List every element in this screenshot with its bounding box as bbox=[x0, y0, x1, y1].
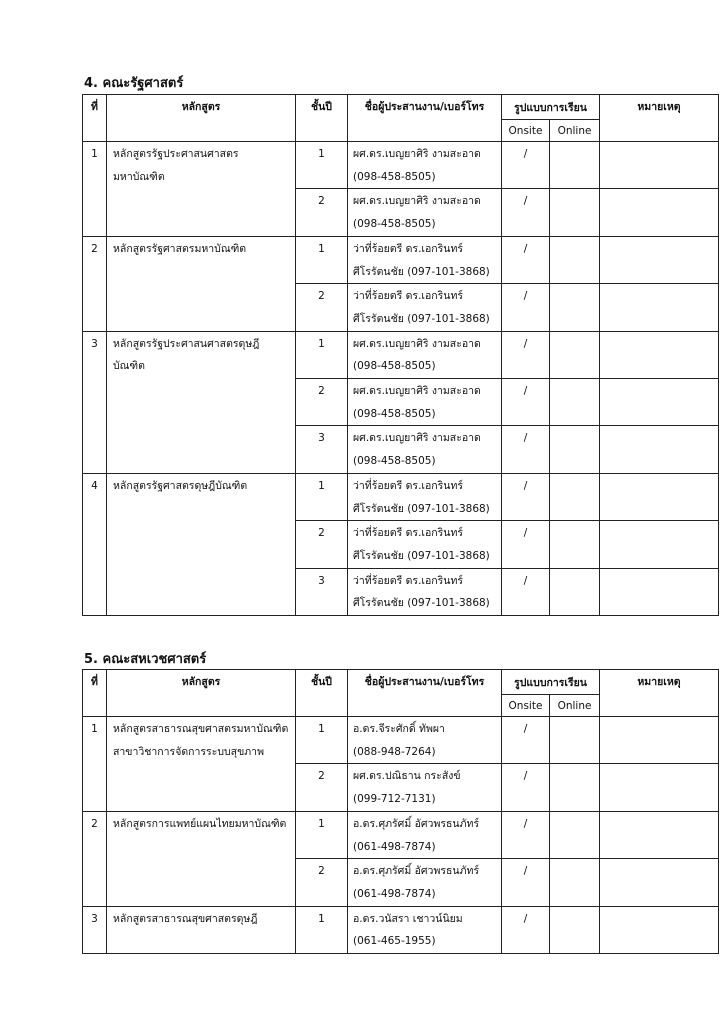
contact-phone: (098-458-8505) bbox=[353, 218, 436, 231]
table-row bbox=[83, 906, 719, 953]
course-number: 3 bbox=[83, 331, 107, 473]
contact-cell bbox=[348, 906, 502, 953]
table-row bbox=[83, 473, 719, 520]
note-cell bbox=[600, 142, 719, 189]
note-cell bbox=[600, 764, 719, 811]
onsite-cell: / bbox=[502, 426, 550, 473]
header-no: ที่ bbox=[83, 95, 107, 142]
contact-phone: (098-458-8505) bbox=[353, 170, 436, 183]
contact-name: ผศ.ดร.เบญยาศิริ งามสะอาด bbox=[353, 195, 481, 208]
section-title: 5. คณะสหเวชศาสตร์ bbox=[84, 652, 207, 667]
contact-cell bbox=[348, 284, 502, 331]
online-cell bbox=[550, 568, 600, 615]
contact-name: ว่าที่ร้อยตรี ดร.เอกรินทร์ bbox=[353, 242, 464, 255]
course-name-line: บัณฑิต bbox=[113, 360, 145, 373]
year-cell: 1 bbox=[296, 236, 348, 283]
contact-name: ว่าที่ร้อยตรี ดร.เอกรินทร์ bbox=[353, 479, 464, 492]
year-cell: 1 bbox=[296, 906, 348, 953]
course-number: 1 bbox=[83, 142, 107, 237]
table-row bbox=[83, 717, 719, 764]
contact-name: อ.ดร.วนัสรา เชาวน์นิยม bbox=[353, 912, 463, 925]
online-cell bbox=[550, 811, 600, 858]
contact-name: อ.ดร.ศุภรัศมิ์ อัศวพรธนภัทร์ bbox=[353, 865, 480, 878]
contact-phone: (098-458-8505) bbox=[353, 360, 436, 373]
note-cell bbox=[600, 473, 719, 520]
contact-phone: ศีโรรัตนชัย (097-101-3868) bbox=[353, 312, 490, 325]
header-course: หลักสูตร bbox=[107, 670, 296, 717]
contact-cell bbox=[348, 236, 502, 283]
contact-cell bbox=[348, 521, 502, 568]
onsite-cell: / bbox=[502, 284, 550, 331]
course-name-line: หลักสูตรการแพทย์แผนไทยมหาบัณฑิต bbox=[113, 817, 287, 830]
course-name-line: หลักสูตรสาธารณสุขศาสตรดุษฎี bbox=[113, 912, 258, 925]
contact-name: อ.ดร.จีระศักดิ์ ทัพผา bbox=[353, 723, 445, 735]
note-cell bbox=[600, 379, 719, 426]
online-cell bbox=[550, 142, 600, 189]
header-year: ชั้นปี bbox=[296, 95, 348, 142]
course-number: 3 bbox=[83, 906, 107, 953]
onsite-cell: / bbox=[502, 568, 550, 615]
header-contact: ชื่อผู้ประสานงาน/เบอร์โทร bbox=[348, 670, 502, 717]
year-cell: 3 bbox=[296, 568, 348, 615]
note-cell bbox=[600, 811, 719, 858]
header-online: Online bbox=[550, 120, 600, 142]
header-format: รูปแบบการเรียน bbox=[502, 670, 600, 695]
onsite-cell: / bbox=[502, 717, 550, 764]
header-online: Online bbox=[550, 695, 600, 717]
contact-phone: (098-458-8505) bbox=[353, 455, 436, 468]
contact-name: ผศ.ดร.เบญยาศิริ งามสะอาด bbox=[353, 432, 481, 445]
note-cell bbox=[600, 521, 719, 568]
contact-cell bbox=[348, 717, 502, 764]
year-cell: 2 bbox=[296, 379, 348, 426]
online-cell bbox=[550, 426, 600, 473]
contact-phone: ศีโรรัตนชัย (097-101-3868) bbox=[353, 549, 490, 562]
year-cell: 2 bbox=[296, 189, 348, 236]
onsite-cell: / bbox=[502, 473, 550, 520]
onsite-cell: / bbox=[502, 331, 550, 378]
course-name bbox=[107, 236, 296, 331]
header-format: รูปแบบการเรียน bbox=[502, 95, 600, 120]
contact-phone: (061-465-1955) bbox=[353, 935, 436, 948]
contact-cell bbox=[348, 426, 502, 473]
contact-cell bbox=[348, 764, 502, 811]
header-row bbox=[83, 670, 719, 695]
course-name-line: หลักสูตรรัฐศาสตรดุษฎีบัณฑิต bbox=[113, 479, 248, 492]
course-name-line: หลักสูตรรัฐประศาสนศาสตร bbox=[113, 148, 239, 160]
contact-cell bbox=[348, 331, 502, 378]
contact-phone: (088-948-7264) bbox=[353, 745, 436, 758]
course-number: 2 bbox=[83, 236, 107, 331]
note-cell bbox=[600, 717, 719, 764]
online-cell bbox=[550, 331, 600, 378]
onsite-cell: / bbox=[502, 189, 550, 236]
note-cell bbox=[600, 426, 719, 473]
online-cell bbox=[550, 764, 600, 811]
online-cell bbox=[550, 717, 600, 764]
online-cell bbox=[550, 284, 600, 331]
year-cell: 2 bbox=[296, 521, 348, 568]
course-table bbox=[82, 94, 719, 616]
table-row bbox=[83, 331, 719, 378]
onsite-cell: / bbox=[502, 142, 550, 189]
year-cell: 1 bbox=[296, 331, 348, 378]
contact-phone: ศีโรรัตนชัย (097-101-3868) bbox=[353, 502, 490, 515]
course-name bbox=[107, 717, 296, 812]
year-cell: 2 bbox=[296, 284, 348, 331]
course-name bbox=[107, 142, 296, 237]
course-name-line: หลักสูตรสาธารณสุขศาสตรมหาบัณฑิต bbox=[113, 723, 289, 735]
header-course: หลักสูตร bbox=[107, 95, 296, 142]
contact-phone: (098-458-8505) bbox=[353, 407, 436, 420]
contact-cell bbox=[348, 859, 502, 906]
course-number: 4 bbox=[83, 473, 107, 615]
header-onsite: Onsite bbox=[502, 695, 550, 717]
year-cell: 2 bbox=[296, 764, 348, 811]
online-cell bbox=[550, 906, 600, 953]
online-cell bbox=[550, 189, 600, 236]
contact-cell bbox=[348, 189, 502, 236]
contact-phone: (061-498-7874) bbox=[353, 840, 436, 853]
note-cell bbox=[600, 859, 719, 906]
course-name-line: หลักสูตรรัฐประศาสนศาสตรดุษฎี bbox=[113, 337, 260, 350]
contact-name: ผศ.ดร.ปณิธาน กระสังข์ bbox=[353, 770, 461, 783]
contact-name: ว่าที่ร้อยตรี ดร.เอกรินทร์ bbox=[353, 527, 464, 540]
course-name-line: สาขาวิชาการจัดการระบบสุขภาพ bbox=[113, 745, 264, 758]
onsite-cell: / bbox=[502, 521, 550, 568]
contact-cell bbox=[348, 811, 502, 858]
note-cell bbox=[600, 906, 719, 953]
contact-name: ผศ.ดร.เบญยาศิริ งามสะอาด bbox=[353, 148, 481, 160]
table-row bbox=[83, 236, 719, 283]
contact-name: ว่าที่ร้อยตรี ดร.เอกรินทร์ bbox=[353, 290, 464, 303]
header-row bbox=[83, 95, 719, 120]
header-note: หมายเหตุ bbox=[600, 95, 719, 142]
year-cell: 1 bbox=[296, 473, 348, 520]
course-name bbox=[107, 331, 296, 473]
contact-phone: ศีโรรัตนชัย (097-101-3868) bbox=[353, 597, 490, 610]
contact-cell bbox=[348, 379, 502, 426]
note-cell bbox=[600, 189, 719, 236]
onsite-cell: / bbox=[502, 379, 550, 426]
header-year: ชั้นปี bbox=[296, 670, 348, 717]
contact-name: ผศ.ดร.เบญยาศิริ งามสะอาด bbox=[353, 337, 481, 350]
course-name-line: มหาบัณฑิต bbox=[113, 170, 165, 183]
course-number: 1 bbox=[83, 717, 107, 812]
contact-name: ว่าที่ร้อยตรี ดร.เอกรินทร์ bbox=[353, 574, 464, 587]
year-cell: 1 bbox=[296, 142, 348, 189]
year-cell: 1 bbox=[296, 811, 348, 858]
contact-cell bbox=[348, 473, 502, 520]
onsite-cell: / bbox=[502, 906, 550, 953]
header-onsite: Onsite bbox=[502, 120, 550, 142]
course-name bbox=[107, 811, 296, 906]
year-cell: 1 bbox=[296, 717, 348, 764]
section-title: 4. คณะรัฐศาสตร์ bbox=[84, 76, 184, 91]
table-row bbox=[83, 142, 719, 189]
contact-cell bbox=[348, 142, 502, 189]
table-row bbox=[83, 811, 719, 858]
course-name-line: หลักสูตรรัฐศาสตรมหาบัณฑิต bbox=[113, 242, 247, 255]
online-cell bbox=[550, 379, 600, 426]
contact-phone: (061-498-7874) bbox=[353, 887, 436, 900]
contact-cell bbox=[348, 568, 502, 615]
onsite-cell: / bbox=[502, 859, 550, 906]
online-cell bbox=[550, 859, 600, 906]
course-name bbox=[107, 473, 296, 615]
course-name bbox=[107, 906, 296, 953]
contact-name: อ.ดร.ศุภรัศมิ์ อัศวพรธนภัทร์ bbox=[353, 817, 480, 830]
course-number: 2 bbox=[83, 811, 107, 906]
online-cell bbox=[550, 473, 600, 520]
year-cell: 2 bbox=[296, 859, 348, 906]
contact-phone: (099-712-7131) bbox=[353, 793, 436, 806]
course-table bbox=[82, 669, 719, 954]
note-cell bbox=[600, 331, 719, 378]
header-note: หมายเหตุ bbox=[600, 670, 719, 717]
note-cell bbox=[600, 236, 719, 283]
onsite-cell: / bbox=[502, 811, 550, 858]
note-cell bbox=[600, 284, 719, 331]
header-contact: ชื่อผู้ประสานงาน/เบอร์โทร bbox=[348, 95, 502, 142]
online-cell bbox=[550, 521, 600, 568]
note-cell bbox=[600, 568, 719, 615]
onsite-cell: / bbox=[502, 764, 550, 811]
onsite-cell: / bbox=[502, 236, 550, 283]
contact-phone: ศีโรรัตนชัย (097-101-3868) bbox=[353, 265, 490, 278]
online-cell bbox=[550, 236, 600, 283]
year-cell: 3 bbox=[296, 426, 348, 473]
contact-name: ผศ.ดร.เบญยาศิริ งามสะอาด bbox=[353, 385, 481, 398]
header-no: ที่ bbox=[83, 670, 107, 717]
